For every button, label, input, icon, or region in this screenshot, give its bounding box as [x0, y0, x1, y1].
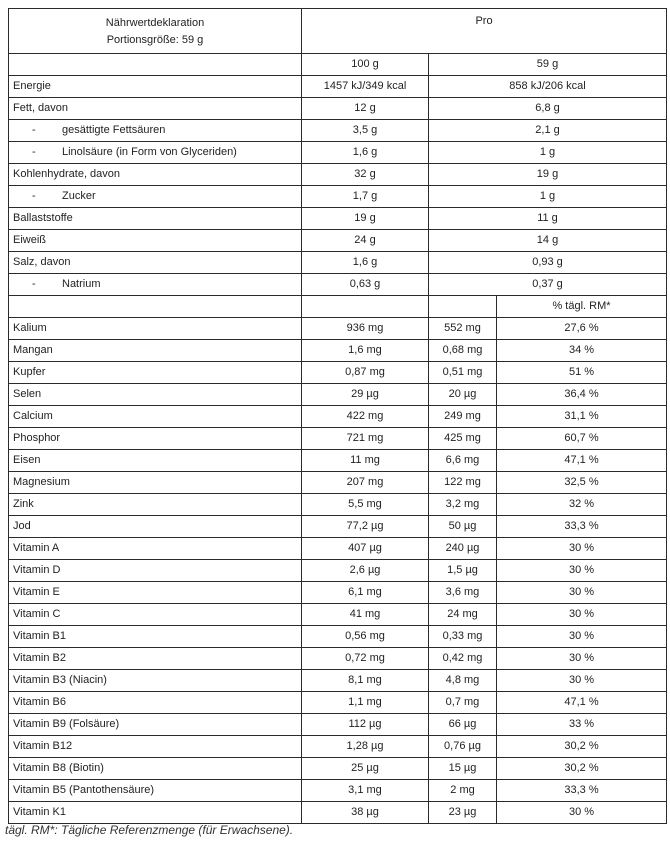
value-59g: 1 g: [429, 186, 667, 208]
rm-percent: 33,3 %: [497, 516, 667, 538]
nutrient-label-cell: [9, 164, 302, 186]
value-59g: 3,6 mg: [429, 582, 497, 604]
nutrient-label-cell: [9, 274, 302, 296]
nutrient-label: Zucker: [62, 190, 96, 202]
macro-row: [9, 208, 667, 230]
nutrition-table: [8, 8, 667, 824]
micro-row: [9, 802, 667, 824]
micro-row: [9, 384, 667, 406]
value-59g: 50 µg: [429, 516, 497, 538]
micro-row: [9, 736, 667, 758]
value-100g: 0,63 g: [302, 274, 429, 296]
rm-percent: 31,1 %: [497, 406, 667, 428]
value-59g: 0,37 g: [429, 274, 667, 296]
nutrient-label: Vitamin B5 (Pantothensäure): [9, 780, 302, 802]
macro-row: [9, 98, 667, 120]
micro-row: [9, 318, 667, 340]
rm-percent: 30 %: [497, 538, 667, 560]
micro-row: [9, 516, 667, 538]
value-59g: 66 µg: [429, 714, 497, 736]
nutrient-label-cell: [9, 142, 302, 164]
nutrient-label: Vitamin C: [9, 604, 302, 626]
macro-row: [9, 76, 667, 98]
rm-header: % tägl. RM*: [497, 296, 667, 318]
value-100g: 19 g: [302, 208, 429, 230]
micro-row: [9, 626, 667, 648]
value-59g: 2,1 g: [429, 120, 667, 142]
nutrient-label: Salz, davon: [13, 256, 71, 268]
rm-percent: 30,2 %: [497, 736, 667, 758]
value-59g: 425 mg: [429, 428, 497, 450]
value-100g: 3,5 g: [302, 120, 429, 142]
nutrient-label: Vitamin B6: [9, 692, 302, 714]
nutrient-label: Kalium: [9, 318, 302, 340]
nutrient-label: Fett, davon: [13, 102, 69, 114]
micro-row: [9, 560, 667, 582]
nutrient-label: Vitamin B1: [9, 626, 302, 648]
value-100g: 1457 kJ/349 kcal: [302, 76, 429, 98]
value-100g: 5,5 mg: [302, 494, 429, 516]
nutrient-label: Vitamin K1: [9, 802, 302, 824]
micro-row: [9, 406, 667, 428]
rm-percent: 47,1 %: [497, 692, 667, 714]
nutrient-label: Eiweiß: [13, 234, 47, 246]
nutrient-label: Magnesium: [9, 472, 302, 494]
rm-percent: 30 %: [497, 648, 667, 670]
column-unit-row: [9, 54, 667, 76]
pro-header: Pro: [302, 9, 667, 54]
portion-size: Portionsgröße: 59 g: [106, 34, 204, 46]
nutrient-label: Vitamin D: [9, 560, 302, 582]
rm-percent: 30 %: [497, 582, 667, 604]
micro-row: [9, 340, 667, 362]
nutrient-label: Mangan: [9, 340, 302, 362]
nutrient-label: Kohlenhydrate, davon: [13, 168, 121, 180]
value-59g: 240 µg: [429, 538, 497, 560]
rm-header-row: [9, 296, 667, 318]
sub-item-dash: -: [32, 146, 36, 158]
micro-row: [9, 450, 667, 472]
nutrient-label: Vitamin B12: [9, 736, 302, 758]
value-100g: 207 mg: [302, 472, 429, 494]
value-59g: 0,93 g: [429, 252, 667, 274]
value-100g: 0,72 mg: [302, 648, 429, 670]
macro-row: [9, 186, 667, 208]
value-59g: 14 g: [429, 230, 667, 252]
value-59g: 1,5 µg: [429, 560, 497, 582]
nutrient-label-cell: [9, 186, 302, 208]
nutrient-label: Calcium: [9, 406, 302, 428]
sub-item-dash: -: [32, 124, 36, 136]
nutrient-label: Eisen: [9, 450, 302, 472]
value-100g: 1,1 mg: [302, 692, 429, 714]
micro-row: [9, 604, 667, 626]
empty-cell: [9, 296, 302, 318]
value-59g: 20 µg: [429, 384, 497, 406]
nutrient-label-cell: [9, 76, 302, 98]
value-100g: 38 µg: [302, 802, 429, 824]
macro-row: [9, 120, 667, 142]
micro-row: [9, 714, 667, 736]
micro-row: [9, 362, 667, 384]
value-59g: 2 mg: [429, 780, 497, 802]
nutrient-label-cell: [9, 252, 302, 274]
macro-row: [9, 142, 667, 164]
nutrient-label: Phosphor: [9, 428, 302, 450]
value-59g: 15 µg: [429, 758, 497, 780]
value-100g: 41 mg: [302, 604, 429, 626]
value-59g: 19 g: [429, 164, 667, 186]
value-100g: 32 g: [302, 164, 429, 186]
empty-cell: [429, 296, 497, 318]
table-header-row: [9, 9, 667, 54]
value-100g: 1,6 g: [302, 252, 429, 274]
macro-row: [9, 252, 667, 274]
value-59g: 0,76 µg: [429, 736, 497, 758]
nutrient-label: Vitamin B2: [9, 648, 302, 670]
micro-row: [9, 670, 667, 692]
value-59g: 0,68 mg: [429, 340, 497, 362]
value-59g: 0,7 mg: [429, 692, 497, 714]
micro-row: [9, 428, 667, 450]
value-100g: 1,7 g: [302, 186, 429, 208]
declaration-header-cell: [9, 9, 302, 54]
rm-percent: 32,5 %: [497, 472, 667, 494]
rm-percent: 30 %: [497, 560, 667, 582]
nutrient-label-cell: [9, 98, 302, 120]
value-59g: 0,51 mg: [429, 362, 497, 384]
nutrient-label: Energie: [13, 80, 51, 92]
value-100g: 24 g: [302, 230, 429, 252]
value-100g: 2,6 µg: [302, 560, 429, 582]
nutrient-label-cell: [9, 208, 302, 230]
value-59g: 1 g: [429, 142, 667, 164]
value-59g: 122 mg: [429, 472, 497, 494]
value-59g: 552 mg: [429, 318, 497, 340]
rm-percent: 34 %: [497, 340, 667, 362]
rm-percent: 33 %: [497, 714, 667, 736]
value-100g: 112 µg: [302, 714, 429, 736]
value-100g: 12 g: [302, 98, 429, 120]
nutrient-label: Jod: [9, 516, 302, 538]
value-100g: 1,6 g: [302, 142, 429, 164]
declaration-title: Nährwertdeklaration: [105, 17, 205, 29]
value-59g: 6,6 mg: [429, 450, 497, 472]
empty-cell: [9, 54, 302, 76]
value-100g: 422 mg: [302, 406, 429, 428]
macro-row: [9, 164, 667, 186]
nutrient-label: Natrium: [62, 278, 101, 290]
nutrient-label: Vitamin B8 (Biotin): [9, 758, 302, 780]
value-100g: 1,28 µg: [302, 736, 429, 758]
value-100g: 77,2 µg: [302, 516, 429, 538]
rm-percent: 30 %: [497, 626, 667, 648]
value-59g: 24 mg: [429, 604, 497, 626]
nutrient-label-cell: [9, 230, 302, 252]
micro-row: [9, 758, 667, 780]
nutrient-label: Linolsäure (in Form von Glyceriden): [62, 146, 237, 158]
empty-cell: [302, 296, 429, 318]
sub-item-dash: -: [32, 278, 36, 290]
nutrient-label: Vitamin E: [9, 582, 302, 604]
value-100g: 25 µg: [302, 758, 429, 780]
nutrient-label: Vitamin A: [9, 538, 302, 560]
rm-percent: 60,7 %: [497, 428, 667, 450]
value-59g: 3,2 mg: [429, 494, 497, 516]
value-100g: 407 µg: [302, 538, 429, 560]
value-100g: 721 mg: [302, 428, 429, 450]
micro-row: [9, 692, 667, 714]
rm-percent: 30 %: [497, 604, 667, 626]
rm-percent: 30 %: [497, 670, 667, 692]
nutrient-label: Ballaststoffe: [13, 212, 73, 224]
macro-row: [9, 274, 667, 296]
value-100g: 0,56 mg: [302, 626, 429, 648]
value-59g: 249 mg: [429, 406, 497, 428]
sub-item-dash: -: [32, 190, 36, 202]
rm-percent: 32 %: [497, 494, 667, 516]
rm-percent: 30 %: [497, 802, 667, 824]
micro-row: [9, 780, 667, 802]
rm-percent: 36,4 %: [497, 384, 667, 406]
value-59g: 23 µg: [429, 802, 497, 824]
value-59g: 0,42 mg: [429, 648, 497, 670]
micro-row: [9, 648, 667, 670]
col-100g-header: 100 g: [302, 54, 429, 76]
footnote: tägl. RM*: Tägliche Referenzmenge (für Erwachsene).: [5, 823, 294, 837]
nutrient-label-cell: [9, 120, 302, 142]
value-100g: 6,1 mg: [302, 582, 429, 604]
nutrient-label: Vitamin B3 (Niacin): [9, 670, 302, 692]
nutrient-label: Kupfer: [9, 362, 302, 384]
nutrient-label: Selen: [9, 384, 302, 406]
value-100g: 29 µg: [302, 384, 429, 406]
value-100g: 11 mg: [302, 450, 429, 472]
nutrient-label: Zink: [9, 494, 302, 516]
value-100g: 1,6 mg: [302, 340, 429, 362]
value-100g: 936 mg: [302, 318, 429, 340]
nutrient-label: gesättigte Fettsäuren: [62, 124, 166, 136]
value-59g: 6,8 g: [429, 98, 667, 120]
rm-percent: 51 %: [497, 362, 667, 384]
value-100g: 8,1 mg: [302, 670, 429, 692]
value-59g: 11 g: [429, 208, 667, 230]
value-59g: 4,8 mg: [429, 670, 497, 692]
nutrient-label: Vitamin B9 (Folsäure): [9, 714, 302, 736]
value-59g: 0,33 mg: [429, 626, 497, 648]
macro-row: [9, 230, 667, 252]
col-59g-header: 59 g: [429, 54, 667, 76]
rm-percent: 27,6 %: [497, 318, 667, 340]
micro-row: [9, 582, 667, 604]
rm-percent: 47,1 %: [497, 450, 667, 472]
micro-row: [9, 494, 667, 516]
micro-row: [9, 472, 667, 494]
value-100g: 0,87 mg: [302, 362, 429, 384]
value-59g: 858 kJ/206 kcal: [429, 76, 667, 98]
rm-percent: 30,2 %: [497, 758, 667, 780]
value-100g: 3,1 mg: [302, 780, 429, 802]
micro-row: [9, 538, 667, 560]
rm-percent: 33,3 %: [497, 780, 667, 802]
